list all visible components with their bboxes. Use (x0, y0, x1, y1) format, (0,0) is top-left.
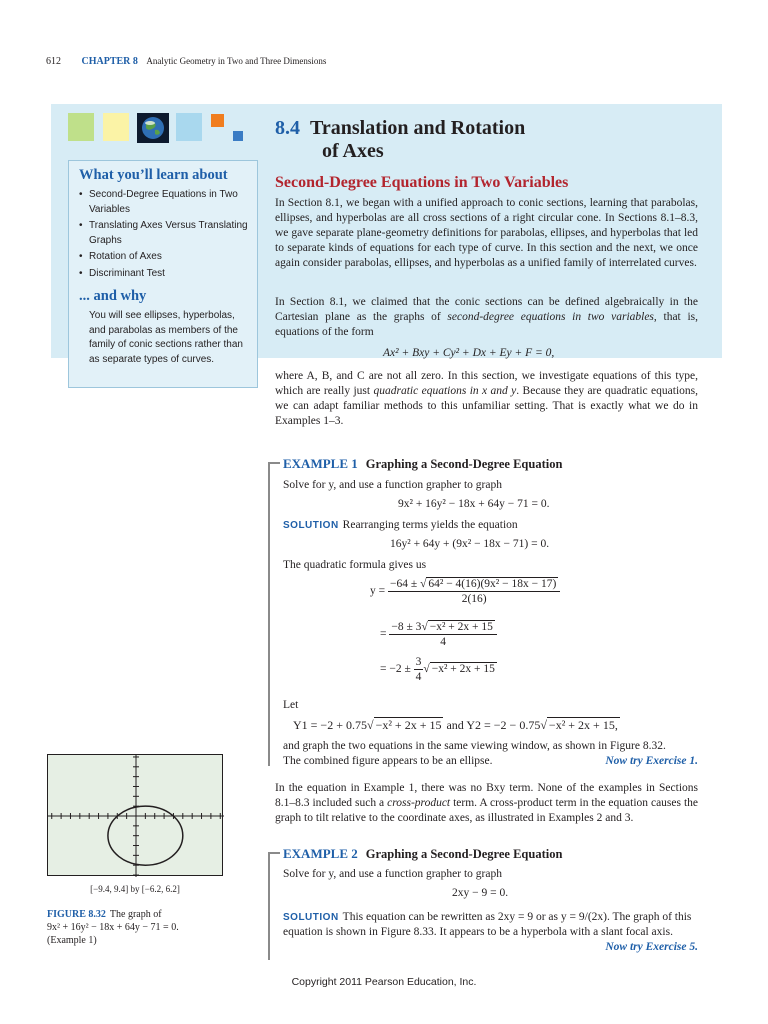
objective-item: • Second-Degree Equations in Two Variables (79, 188, 249, 217)
why-text: You will see ellipses, hyperbolas, and parabolas as members of the family of conic sections rather than as separate types of curves. (89, 310, 243, 365)
caption-text: The graph of (109, 909, 162, 920)
solution-text: Rearranging terms yields the equation (342, 519, 518, 531)
yellow-square (103, 113, 129, 141)
caption-equation: 9x² + 16y² − 18x + 64y − 71 = 0. (47, 922, 179, 933)
denominator: 4 (440, 636, 447, 648)
rearranged-equation: 16y² + 64y + (9x² − 18x − 71) = 0. (390, 538, 550, 550)
quadratic-paragraph (275, 369, 698, 429)
step3-fraction (414, 656, 424, 683)
text-run: In the equation in Example 1, there was no Bxy term. None of the examples in Sections 8.1–8.3 included such a (275, 782, 698, 809)
chapter-title: Analytic Geometry in Two and Three Dimensions (146, 56, 327, 66)
text-run: and (443, 718, 467, 732)
text-run: The combined figure appears to be an ellipse. (283, 755, 493, 767)
chapter-label: CHAPTER 8 (81, 56, 138, 67)
section-title (275, 117, 525, 163)
example2-prompt: Solve for y, and use a function grapher to graph (283, 868, 502, 880)
cross-product-paragraph (275, 781, 698, 826)
figure-caption (47, 908, 237, 947)
radicand: −x² + 2x + 15 (431, 663, 495, 676)
denominator: 2(16) (461, 593, 487, 605)
emphasis: quadratic equations in x and y (373, 385, 517, 397)
blue-square (233, 131, 243, 141)
step1-fraction: $\frac{\text{−64 ± √ 64² − 4(16)(9x² − 18x − 17)}}{2(16)}$ (388, 578, 560, 605)
text-run: Y1 = −2 + 0.75 (293, 718, 367, 732)
learning-objectives-box (68, 160, 258, 388)
solution-label: SOLUTION (283, 912, 339, 923)
text-run: = −2 ± (380, 663, 411, 676)
example1-heading (283, 456, 562, 472)
y-equals: y = (370, 585, 386, 598)
radicand: −x² + 2x + 15 (375, 718, 442, 732)
text-run: Y2 = −2 − 0.75 (466, 718, 541, 732)
example2-heading (283, 846, 562, 862)
text-run: −64 ± (390, 578, 421, 590)
example2-title: Graphing a Second-Degree Equation (365, 847, 563, 861)
figure-label: FIGURE 8.32 (47, 909, 106, 920)
learn-title: What you’ll learn about (79, 167, 228, 183)
now-try-exercise-1[interactable]: Now try Exercise 1. (605, 755, 698, 767)
step1-equation (370, 578, 560, 605)
text-run: term. A cross-product term in the equation causes the graph to tilt relative to the coordinate axes, as illustrated in Examples 2 and 3. (275, 797, 698, 824)
objective-item: • Rotation of Axes (79, 250, 249, 265)
graph-conclusion (283, 754, 698, 769)
objectives-list (79, 188, 249, 281)
equals-sign: = (380, 628, 387, 641)
green-square (68, 113, 94, 141)
text-run: , that is, equations of the form (275, 311, 698, 338)
running-header (46, 56, 326, 67)
caption-reference: (Example 1) (47, 935, 97, 946)
subheading: Second-Degree Equations in Two Variables (275, 174, 569, 191)
step2-fraction: $\frac{\text{−8 ± 3√ −x² + 2x + 15}}{4}$ (389, 621, 497, 648)
example2-rule-tick (268, 852, 280, 854)
step2-equation (380, 621, 497, 648)
text-run: where A, B, and C are not all zero. In this section, we investigate equations of this type, which are really just (275, 370, 698, 397)
example1-label: EXAMPLE 1 (283, 456, 358, 471)
emphasis: cross-product (387, 797, 451, 809)
orange-square (211, 114, 224, 127)
section-title-line2: of Axes (322, 140, 384, 162)
solution-text: This equation can be rewritten as 2xy = 9 or as y = 9/(2x). The graph of this equation is shown in Figure 8.33. It appears to be a hyperbola with a slant focal axis. (283, 911, 692, 938)
grapher-window (47, 754, 223, 876)
denominator: 4 (415, 671, 422, 683)
section-title-line1: Translation and Rotation (310, 117, 526, 139)
radicand: 64² − 4(16)(9x² − 18x − 17) (428, 578, 557, 590)
example1-equation: 9x² + 16y² − 18x + 64y − 71 = 0. (398, 498, 550, 510)
text-run: −8 ± 3 (391, 621, 422, 633)
now-try-exercise-5[interactable]: Now try Exercise 5. (605, 941, 698, 953)
general-equation: Ax² + Bxy + Cy² + Dx + Ey + F = 0, (383, 347, 555, 359)
example2-rule (268, 852, 270, 960)
globe-icon (137, 113, 169, 143)
lightblue-square (176, 113, 202, 141)
solution-label: SOLUTION (283, 520, 339, 531)
text-run: In Section 8.1, we claimed that the conic sections can be defined algebraically in the Cartesian plane as the graphs of (275, 296, 698, 323)
numerator: 3 (415, 656, 422, 668)
example2-equation: 2xy − 9 = 0. (452, 887, 509, 899)
example2-solution (283, 910, 698, 955)
example1-rule (268, 462, 270, 766)
text-run: . Because they are quadratic equations, we can adapt familiar methods to this unfamiliar setting. That is exactly what we do in Examples 1–3. (275, 385, 699, 427)
definition-paragraph (275, 295, 698, 340)
radicand: −x² + 2x + 15, (548, 718, 618, 732)
y1-y2-definitions: Y1 = −2 + 0.75√ −x² + 2x + 15 and Y2 = −2 − 0.75√ −x² + 2x + 15, (293, 718, 618, 732)
example1-title: Graphing a Second-Degree Equation (365, 457, 563, 471)
example2-label: EXAMPLE 2 (283, 846, 358, 861)
objective-item: • Discriminant Test (79, 267, 249, 282)
example1-solution (283, 518, 698, 533)
let-text: Let (283, 699, 299, 711)
quadratic-formula-text: The quadratic formula gives us (283, 559, 427, 571)
why-title: ... and why (79, 288, 147, 304)
graph-instruction: and graph the two equations in the same viewing window, as shown in Figure 8.32. (283, 740, 666, 752)
radicand: −x² + 2x + 15 (429, 621, 493, 633)
ellipse-plot (48, 755, 224, 877)
emphasis: second-degree equations in two variables (447, 311, 654, 323)
intro-paragraph: In Section 8.1, we began with a unified approach to conic sections, learning that parabolas, ellipses, and hyperbolas are all cross sections of a right circular cone. In Sections 8.1–8.3, we gave separate plane-geometry definitions for parabolas, ellipses, and hyperbolas that led to separate kinds of equations for each type of curve. In this section and the next, we once again consider parabolas, ellipses, and hyperbolas as a unified family of interrelated curves. (275, 197, 698, 269)
page-number: 612 (46, 56, 61, 67)
window-range: [−9.4, 9.4] by [−6.2, 6.2] (90, 884, 180, 894)
section-number: 8.4 (275, 117, 300, 139)
step3-equation: = −2 ± $\frac{3}{4}$ √ −x² + 2x + 15 (380, 656, 495, 683)
example1-rule-tick (268, 462, 280, 464)
objective-item: • Translating Axes Versus Translating Graphs (79, 219, 249, 248)
copyright: Copyright 2011 Pearson Education, Inc. (291, 976, 477, 988)
example1-prompt: Solve for y, and use a function grapher to graph (283, 479, 502, 491)
